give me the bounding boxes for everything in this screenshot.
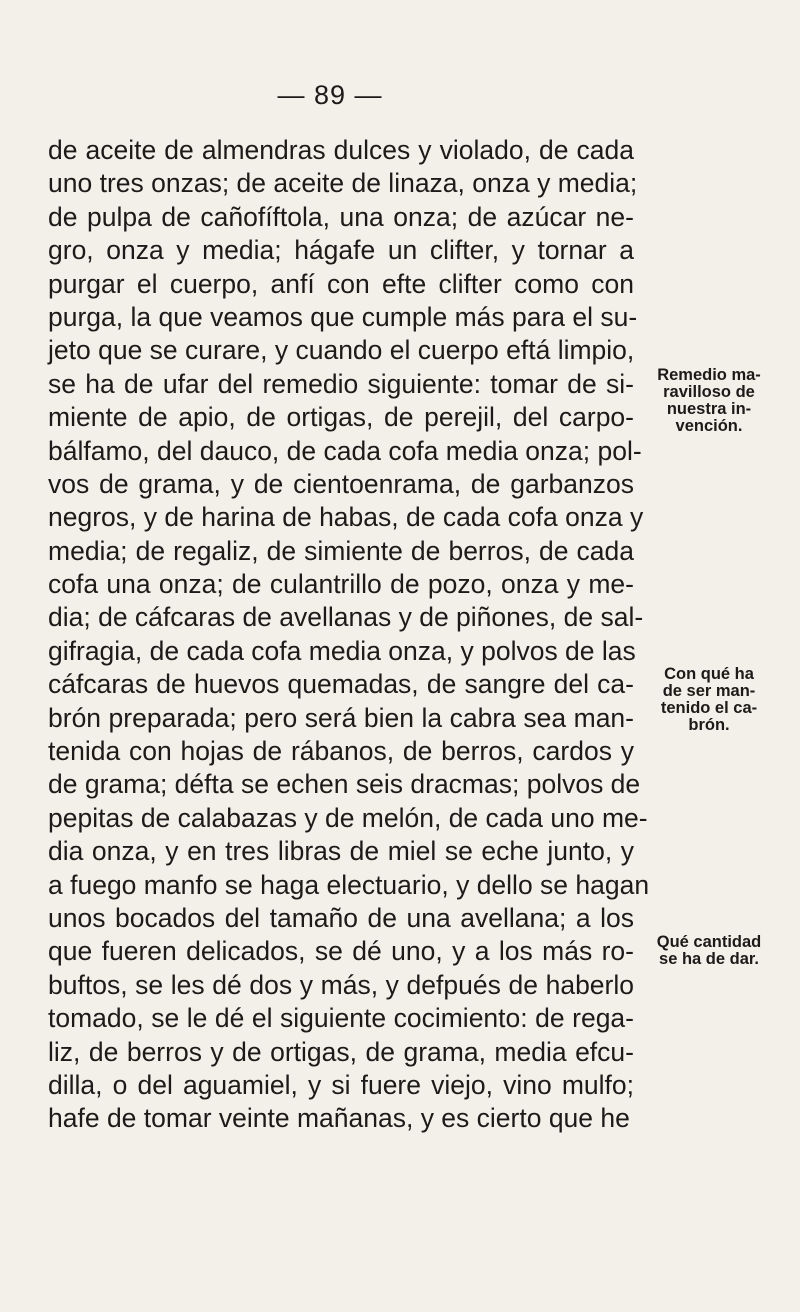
text-line: brón preparada; pero será bien la cabra sea man- (48, 702, 634, 733)
margin-note-line: brón. (688, 716, 730, 734)
text-line: pepitas de calabazas y de melón, de cada uno me- (48, 802, 648, 833)
text-line: negros, y de harina de habas, de cada cofa onza y (48, 502, 644, 533)
text-line: de grama; défta se echen seis dracmas; polvos de (48, 769, 641, 800)
text-line: tomado, se le dé el siguiente cocimiento: de rega- (48, 1003, 634, 1034)
text-line: se ha de ufar del remedio siguiente: tomar de si- (48, 368, 634, 399)
text-line: hafe de tomar veinte mañanas, y es cierto que he (48, 1103, 630, 1134)
margin-note-line: nuestra in- (666, 400, 752, 418)
text-line: de aceite de almendras dulces y violado, de cada (48, 135, 634, 165)
text-line: dilla, o del aguamiel, y si fuere viejo, vino mulfo; (48, 1069, 634, 1100)
text-line: purga, la que veamos que cumple más para el su- (48, 301, 638, 332)
text-line: de pulpa de cañofíftola, una onza; de azúcar ne- (48, 201, 634, 232)
text-line: tenida con hojas de rábanos, de berros, cardos y (48, 736, 634, 767)
margin-note-line: se ha de dar. (659, 950, 759, 968)
text-line: media; de regaliz, de simiente de berros, de cada (48, 535, 634, 566)
text-line: liz, de berros y de ortigas, de grama, media efcu- (48, 1036, 634, 1067)
margin-note-cabron (648, 666, 770, 734)
text-line: que fueren delicados, se dé uno, y a los más ro- (48, 936, 634, 967)
text-line: dia; de cáfcaras de avellanas y de piñones, de sal- (48, 602, 644, 633)
text-line: jeto que se curare, y cuando el cuerpo eftá limpio, (48, 335, 635, 366)
text-line: cáfcaras de huevos quemadas, de sangre del ca- (48, 669, 634, 700)
text-line: vos de grama, y de cientoenrama, de garbanzos (48, 468, 634, 499)
body-text (48, 134, 650, 1136)
margin-note-line: Remedio ma- (657, 366, 761, 384)
margin-note-line: Con qué ha (664, 665, 754, 683)
text-line: unos bocados del tamaño de una avellana; a los (48, 902, 634, 933)
text-line: gifragia, de cada cofa media onza, y polvos de las (48, 635, 636, 666)
text-line: purgar el cuerpo, anfí con efte clifter como con (48, 268, 634, 299)
margin-note-remedio (648, 367, 770, 435)
text-line: gro, onza y media; hágafe un clifter, y tornar a (48, 235, 634, 266)
margin-note-cantidad (648, 934, 770, 968)
text-line: miente de apio, de ortigas, de perejil, del carpo- (48, 402, 634, 433)
text-line: dia onza, y en tres libras de miel se eche junto, y (48, 836, 634, 867)
page-number: — 89 — (277, 80, 383, 110)
margin-note-line: ravilloso de (663, 383, 755, 401)
margin-note-line: Qué cantidad (656, 933, 762, 951)
margin-note-line: vención. (675, 417, 743, 435)
text-line: uno tres onzas; de aceite de linaza, onza y media; (48, 168, 638, 199)
text-line: a fuego manfo se haga electuario, y dello se hagan (48, 869, 650, 900)
text-line: buftos, se les dé dos y más, y defpués de haberlo (48, 969, 634, 1000)
margin-note-line: tenido el ca- (660, 699, 758, 717)
text-line: cofa una onza; de culantrillo de pozo, onza y me- (48, 569, 634, 600)
text-line: bálfamo, del dauco, de cada cofa media onza; pol- (48, 435, 642, 466)
margin-note-line: de ser man- (662, 682, 756, 700)
